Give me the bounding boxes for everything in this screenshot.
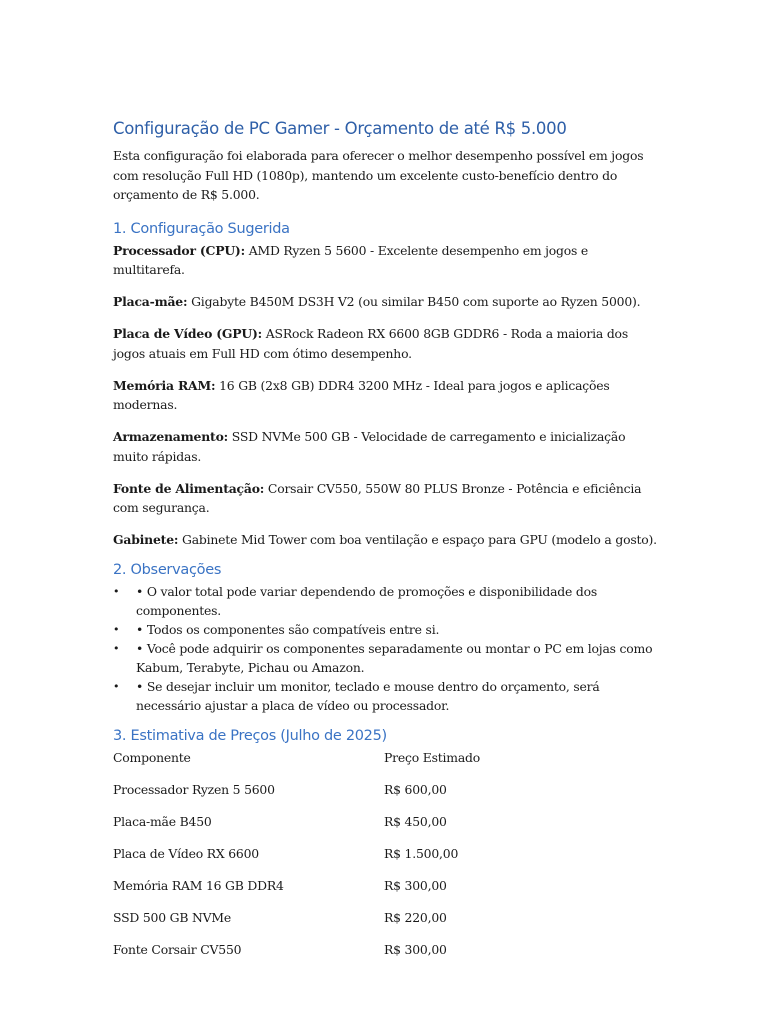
- column-header-price: Preço Estimado: [384, 749, 481, 765]
- cell-price: R$ 600,00: [384, 781, 447, 797]
- section-heading-config: 1. Configuração Sugerida: [113, 220, 290, 237]
- bullet-icon: •: [113, 622, 120, 636]
- section-heading-observations: 2. Observações: [113, 561, 222, 578]
- cell-price: R$ 300,00: [384, 941, 447, 957]
- list-item-text: • Se desejar incluir um monitor, teclado e mouse dentro do orçamento, será necessário ajustar a placa de vídeo ou processador.: [136, 678, 600, 713]
- spec-label: Fonte de Alimentação:: [113, 480, 265, 496]
- list-item: [113, 620, 658, 639]
- config-list: [113, 241, 658, 550]
- cell-price: R$ 300,00: [384, 877, 447, 893]
- table-row: [113, 940, 584, 972]
- spec-item: [113, 427, 658, 466]
- cell-component: Fonte Corsair CV550: [113, 941, 242, 957]
- bullet-icon: •: [113, 584, 120, 598]
- table-row: [113, 780, 584, 812]
- spec-label: Memória RAM:: [113, 377, 216, 393]
- spec-item: [113, 324, 658, 363]
- list-item: [113, 582, 658, 620]
- cell-component: Placa-mãe B450: [113, 813, 212, 829]
- price-table: [113, 748, 584, 972]
- spec-text: Corsair CV550, 550W 80 PLUS Bronze - Potência e eficiência com segurança.: [113, 480, 642, 515]
- cell-component: Processador Ryzen 5 5600: [113, 781, 275, 797]
- list-item-text: • O valor total pode variar dependendo de promoções e disponibilidade dos componentes.: [136, 583, 598, 618]
- cell-component: Placa de Vídeo RX 6600: [113, 845, 259, 861]
- document-page: [113, 118, 658, 972]
- spec-label: Placa-mãe:: [113, 294, 188, 309]
- cell-component: Memória RAM 16 GB DDR4: [113, 877, 284, 893]
- list-item-text: • Você pode adquirir os componentes separadamente ou montar o PC em lojas como Kabum, Terabyte, Pichau ou Amazon.: [136, 640, 653, 675]
- bullet-icon: •: [113, 641, 120, 655]
- table-row: [113, 876, 584, 908]
- intro-paragraph: Esta configuração foi elaborada para oferecer o melhor desempenho possível em jogos com resolução Full HD (1080p), mantendo um excelente custo-benefício dentro do orçamento de R$ 5.000.: [113, 148, 644, 202]
- table-row: [113, 844, 584, 876]
- spec-text: Gigabyte B450M DS3H V2 (ou similar B450 com suporte ao Ryzen 5000).: [187, 294, 641, 309]
- spec-item: [113, 241, 658, 280]
- spec-label: Processador (CPU):: [113, 242, 245, 258]
- cell-component: SSD 500 GB NVMe: [113, 909, 231, 925]
- spec-item: [113, 292, 658, 312]
- table-header-row: [113, 748, 584, 780]
- spec-item: [113, 479, 658, 518]
- table-row: [113, 908, 584, 940]
- column-header-component: Componente: [113, 749, 191, 765]
- spec-item: [113, 376, 658, 415]
- spec-label: Gabinete:: [113, 532, 179, 547]
- cell-price: R$ 1.500,00: [384, 845, 459, 861]
- spec-label: Placa de Vídeo (GPU):: [113, 326, 263, 341]
- section-heading-prices: 3. Estimativa de Preços (Julho de 2025): [113, 727, 387, 744]
- spec-text: AMD Ryzen 5 5600 - Excelente desempenho em jogos e multitarefa.: [113, 242, 589, 277]
- list-item: [113, 677, 658, 715]
- spec-label: Armazenamento:: [113, 429, 229, 444]
- cell-price: R$ 450,00: [384, 813, 447, 829]
- spec-item: [113, 530, 658, 550]
- spec-text: Gabinete Mid Tower com boa ventilação e espaço para GPU (modelo a gosto).: [178, 532, 657, 547]
- list-item-text: • Todos os componentes são compatíveis entre si.: [136, 621, 440, 637]
- table-row: [113, 812, 584, 844]
- bullet-icon: •: [113, 679, 120, 693]
- spec-text: SSD NVMe 500 GB - Velocidade de carregamento e inicialização muito rápidas.: [113, 429, 626, 464]
- observations-list: [113, 582, 658, 715]
- cell-price: R$ 220,00: [384, 909, 447, 925]
- spec-text: 16 GB (2x8 GB) DDR4 3200 MHz - Ideal para jogos e aplicações modernas.: [113, 377, 610, 412]
- document-title: Configuração de PC Gamer - Orçamento de até R$ 5.000: [113, 119, 567, 138]
- spec-text: ASRock Radeon RX 6600 8GB GDDR6 - Roda a maioria dos jogos atuais em Full HD com ótimo desempenho.: [113, 326, 628, 361]
- list-item: [113, 639, 658, 677]
